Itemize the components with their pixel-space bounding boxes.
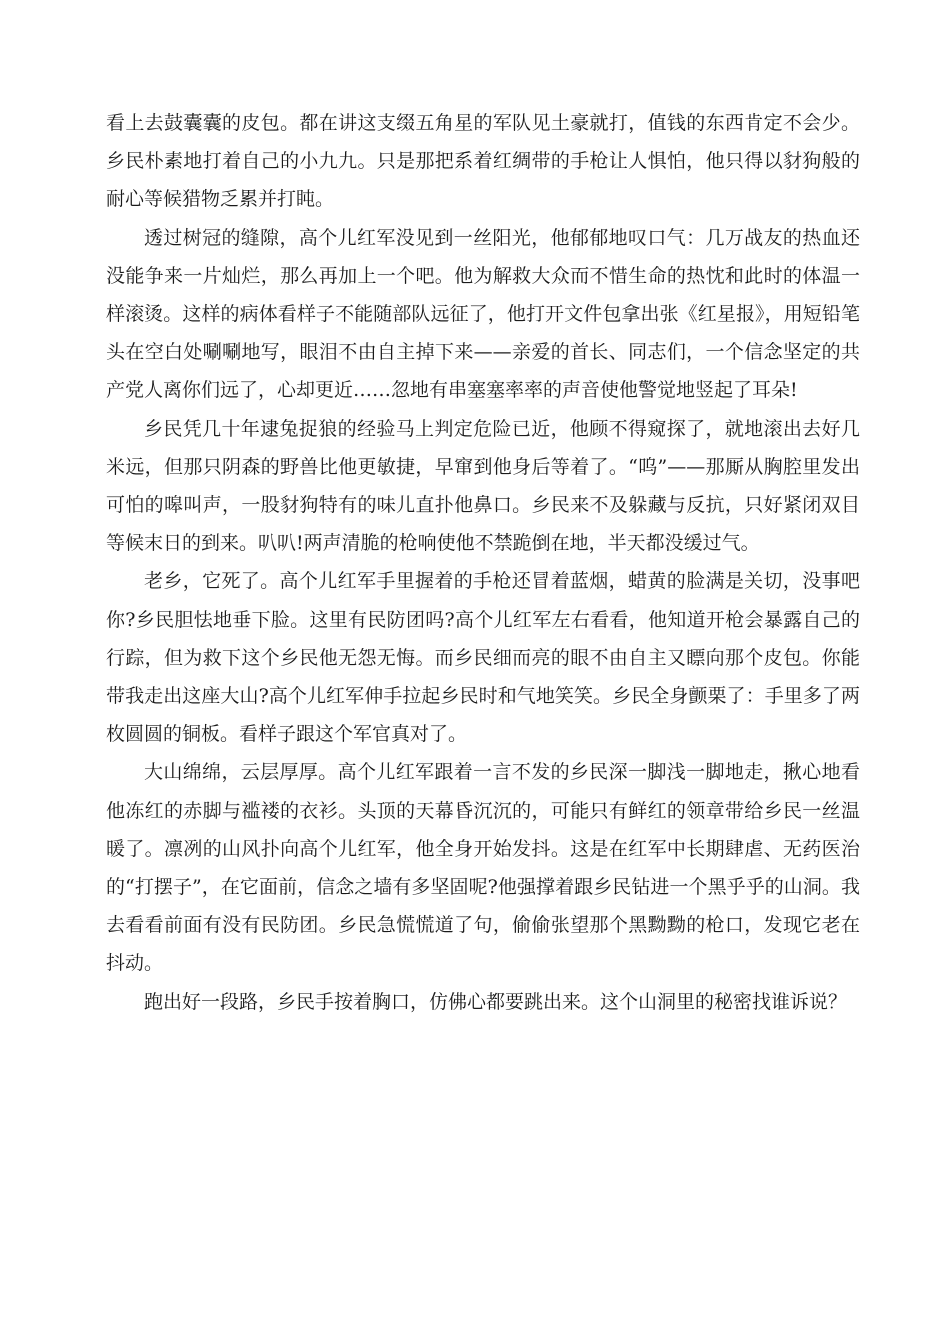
story-text [106, 104, 860, 1021]
paragraph-2: 透过树冠的缝隙，高个儿红军没见到一丝阳光，他郁郁地叹口气：几万战友的热血还没能争来一片灿烂，那么再加上一个吧。他为解救大众而不惜生命的热忱和此时的体温一样滚烫。这样的病体看样子不能随部队远征了，他打开文件包拿出张《红星报》，用短铅笔头在空白处唰唰地写，眼泪不由自主掉下来——亲爱的首长、同志们，一个信念坚定的共产党人离你们远了，心却更近……忽地有串塞塞率率的声音使他警觉地竖起了耳朵! [106, 226, 860, 402]
paragraph-6: 跑出好一段路，乡民手按着胸口，仿佛心都要跳出来。这个山洞里的秘密找谁诉说？ [144, 990, 848, 1013]
paragraph-5: 大山绵绵，云层厚厚。高个儿红军跟着一言不发的乡民深一脚浅一脚地走，揪心地看他冻红的赤脚与褴褛的衣衫。头顶的天幕昏沉沉的，可能只有鲜红的领章带给乡民一丝温暖了。凛冽的山风扑向高个儿红军，他全身开始发抖。这是在红军中长期肆虐、无药医治的“打摆子”，在它面前，信念之墙有多坚固呢?他强撑着跟乡民钻进一个黑乎乎的山洞。我去看看前面有没有民防团。乡民急慌慌道了句，偷偷张望那个黑黝黝的枪口，发现它老在抖动。 [106, 761, 860, 975]
paragraph-3: 乡民凭几十年逮兔捉狼的经验马上判定危险已近，他顾不得窥探了，就地滚出去好几米远，但那只阴森的野兽比他更敏捷，早窜到他身后等着了。“呜”——那厮从胸腔里发出可怕的嗥叫声，一股豺狗特有的味儿直扑他鼻口。乡民来不及躲藏与反抗，只好紧闭双目等候末日的到来。叭叭!两声清脆的枪响使他不禁跪倒在地，半天都没缓过气。 [106, 417, 860, 555]
paragraph-1: 看上去鼓囊囊的皮包。都在讲这支缀五角星的军队见土豪就打，值钱的东西肯定不会少。乡民朴素地打着自己的小九九。只是那把系着红绸带的手枪让人惧怕，他只得以豺狗般的耐心等候猎物乏累并打盹。 [106, 112, 860, 211]
paragraph-4: 老乡，它死了。高个儿红军手里握着的手枪还冒着蓝烟，蜡黄的脸满是关切，没事吧你?乡民胆怯地垂下脸。这里有民防团吗?高个儿红军左右看看，他知道开枪会暴露自己的行踪，但为救下这个乡民他无怨无悔。而乡民细而亮的眼不由自主又瞟向那个皮包。你能带我走出这座大山?高个儿红军伸手拉起乡民时和气地笑笑。乡民全身颤栗了：手里多了两枚圆圆的铜板。看样子跟这个军官真对了。 [106, 570, 860, 746]
